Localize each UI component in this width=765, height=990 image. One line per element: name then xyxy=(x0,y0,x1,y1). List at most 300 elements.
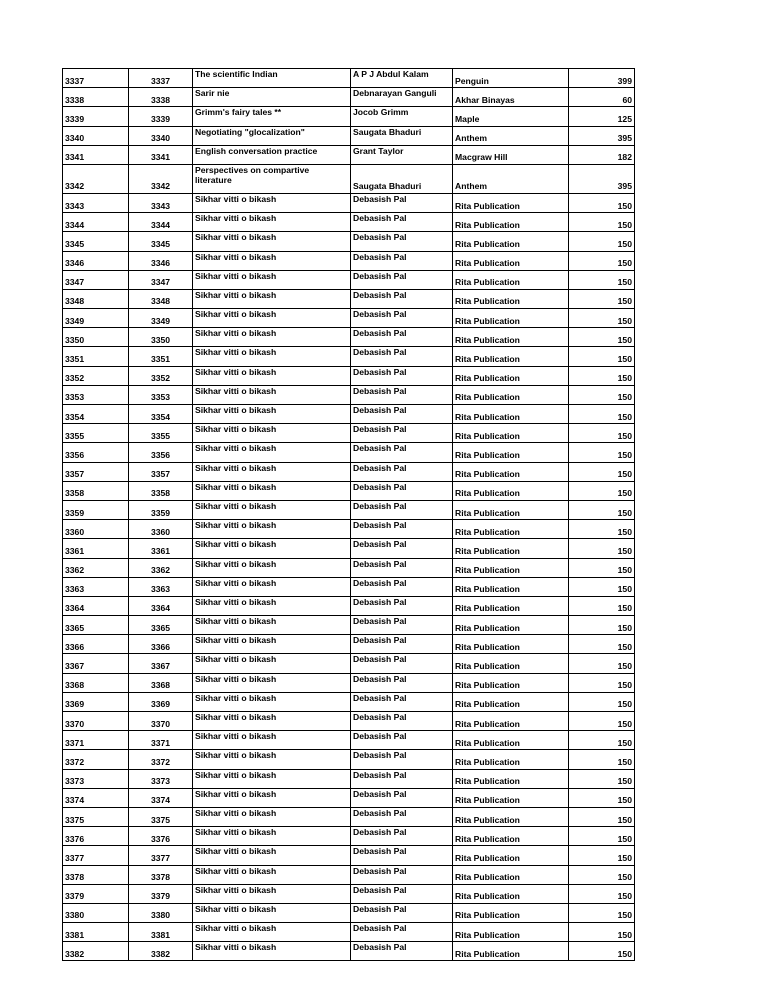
serial-number-cell: 3377 xyxy=(63,846,129,865)
price-cell: 150 xyxy=(569,328,635,347)
publisher-cell: Rita Publication xyxy=(453,424,569,443)
publisher-cell: Rita Publication xyxy=(453,481,569,500)
serial-number-cell: 3367 xyxy=(63,654,129,673)
serial-number-cell: 3359 xyxy=(63,500,129,519)
publisher-cell: Rita Publication xyxy=(453,750,569,769)
serial-number-cell: 3371 xyxy=(63,731,129,750)
book-title-cell: Sikhar vitti o bikash xyxy=(193,405,351,424)
publisher-cell: Maple xyxy=(453,107,569,126)
price-cell: 150 xyxy=(569,596,635,615)
author-cell: Debasish Pal xyxy=(351,673,453,692)
accession-number-cell: 3342 xyxy=(129,164,193,193)
price-cell: 150 xyxy=(569,309,635,328)
accession-number-cell: 3359 xyxy=(129,500,193,519)
serial-number-cell: 3353 xyxy=(63,385,129,404)
price-cell: 182 xyxy=(569,145,635,164)
accession-number-cell: 3374 xyxy=(129,788,193,807)
table-row xyxy=(63,328,635,347)
book-title-cell: Sikhar vitti o bikash xyxy=(193,865,351,884)
price-cell: 150 xyxy=(569,385,635,404)
accession-number-cell: 3341 xyxy=(129,145,193,164)
author-cell: Debasish Pal xyxy=(351,462,453,481)
table-row xyxy=(63,942,635,961)
price-cell: 150 xyxy=(569,251,635,270)
table-row xyxy=(63,692,635,711)
book-title-cell: Perspectives on compartive literature xyxy=(193,164,351,193)
serial-number-cell: 3349 xyxy=(63,309,129,328)
accession-number-cell: 3377 xyxy=(129,846,193,865)
book-title-cell: Sikhar vitti o bikash xyxy=(193,520,351,539)
serial-number-cell: 3379 xyxy=(63,884,129,903)
author-cell: Debasish Pal xyxy=(351,213,453,232)
price-cell: 150 xyxy=(569,424,635,443)
book-title-cell: Sikhar vitti o bikash xyxy=(193,807,351,826)
publisher-cell: Rita Publication xyxy=(453,923,569,942)
accession-number-cell: 3381 xyxy=(129,923,193,942)
publisher-cell: Rita Publication xyxy=(453,942,569,961)
book-title-cell: Grimm's fairy tales ** xyxy=(193,107,351,126)
book-title-cell: Sikhar vitti o bikash xyxy=(193,750,351,769)
table-row xyxy=(63,635,635,654)
accession-number-cell: 3382 xyxy=(129,942,193,961)
publisher-cell: Rita Publication xyxy=(453,520,569,539)
serial-number-cell: 3366 xyxy=(63,635,129,654)
accession-number-cell: 3366 xyxy=(129,635,193,654)
publisher-cell: Rita Publication xyxy=(453,654,569,673)
serial-number-cell: 3342 xyxy=(63,164,129,193)
book-title-cell: Sikhar vitti o bikash xyxy=(193,500,351,519)
book-title-cell: Sikhar vitti o bikash xyxy=(193,481,351,500)
author-cell: Debasish Pal xyxy=(351,769,453,788)
book-title-cell: Sikhar vitti o bikash xyxy=(193,731,351,750)
table-row xyxy=(63,88,635,107)
serial-number-cell: 3346 xyxy=(63,251,129,270)
book-title-cell: Sarir nie xyxy=(193,88,351,107)
author-cell: Debasish Pal xyxy=(351,923,453,942)
serial-number-cell: 3338 xyxy=(63,88,129,107)
accession-number-cell: 3337 xyxy=(129,69,193,88)
publisher-cell: Rita Publication xyxy=(453,500,569,519)
author-cell: Jocob Grimm xyxy=(351,107,453,126)
table-row xyxy=(63,807,635,826)
table-row xyxy=(63,385,635,404)
author-cell: Debasish Pal xyxy=(351,385,453,404)
price-cell: 395 xyxy=(569,126,635,145)
author-cell: Debasish Pal xyxy=(351,807,453,826)
serial-number-cell: 3348 xyxy=(63,289,129,308)
book-title-cell: Sikhar vitti o bikash xyxy=(193,213,351,232)
table-row xyxy=(63,827,635,846)
publisher-cell: Rita Publication xyxy=(453,309,569,328)
accession-number-cell: 3351 xyxy=(129,347,193,366)
serial-number-cell: 3382 xyxy=(63,942,129,961)
publisher-cell: Rita Publication xyxy=(453,193,569,212)
author-cell: Debasish Pal xyxy=(351,712,453,731)
accession-number-cell: 3379 xyxy=(129,884,193,903)
publisher-cell: Rita Publication xyxy=(453,635,569,654)
price-cell: 150 xyxy=(569,942,635,961)
author-cell: Debasish Pal xyxy=(351,750,453,769)
serial-number-cell: 3376 xyxy=(63,827,129,846)
book-title-cell: Sikhar vitti o bikash xyxy=(193,424,351,443)
price-cell: 399 xyxy=(569,69,635,88)
publisher-cell: Rita Publication xyxy=(453,347,569,366)
price-cell: 150 xyxy=(569,577,635,596)
author-cell: Debasish Pal xyxy=(351,577,453,596)
book-title-cell: Sikhar vitti o bikash xyxy=(193,347,351,366)
accession-number-cell: 3368 xyxy=(129,673,193,692)
author-cell: Debasish Pal xyxy=(351,481,453,500)
publisher-cell: Rita Publication xyxy=(453,213,569,232)
accession-number-cell: 3340 xyxy=(129,126,193,145)
publisher-cell: Rita Publication xyxy=(453,827,569,846)
author-cell: Debasish Pal xyxy=(351,500,453,519)
table-row xyxy=(63,520,635,539)
author-cell: Debasish Pal xyxy=(351,405,453,424)
accession-number-cell: 3371 xyxy=(129,731,193,750)
accession-number-cell: 3353 xyxy=(129,385,193,404)
price-cell: 150 xyxy=(569,712,635,731)
book-title-cell: Sikhar vitti o bikash xyxy=(193,846,351,865)
publisher-cell: Anthem xyxy=(453,126,569,145)
publisher-cell: Rita Publication xyxy=(453,232,569,251)
publisher-cell: Rita Publication xyxy=(453,289,569,308)
accession-number-cell: 3338 xyxy=(129,88,193,107)
table-row xyxy=(63,443,635,462)
publisher-cell: Rita Publication xyxy=(453,385,569,404)
author-cell: Grant Taylor xyxy=(351,145,453,164)
accession-number-cell: 3380 xyxy=(129,903,193,922)
table-row xyxy=(63,289,635,308)
price-cell: 150 xyxy=(569,462,635,481)
serial-number-cell: 3381 xyxy=(63,923,129,942)
publisher-cell: Rita Publication xyxy=(453,462,569,481)
serial-number-cell: 3355 xyxy=(63,424,129,443)
serial-number-cell: 3344 xyxy=(63,213,129,232)
accession-number-cell: 3362 xyxy=(129,558,193,577)
publisher-cell: Rita Publication xyxy=(453,596,569,615)
book-title-cell: Sikhar vitti o bikash xyxy=(193,596,351,615)
price-cell: 150 xyxy=(569,654,635,673)
book-title-cell: Sikhar vitti o bikash xyxy=(193,558,351,577)
author-cell: Debnarayan Ganguli xyxy=(351,88,453,107)
serial-number-cell: 3372 xyxy=(63,750,129,769)
author-cell: A P J Abdul Kalam xyxy=(351,69,453,88)
book-title-cell: Sikhar vitti o bikash xyxy=(193,788,351,807)
publisher-cell: Rita Publication xyxy=(453,846,569,865)
author-cell: Debasish Pal xyxy=(351,635,453,654)
price-cell: 150 xyxy=(569,520,635,539)
author-cell: Debasish Pal xyxy=(351,884,453,903)
table-row xyxy=(63,884,635,903)
publisher-cell: Rita Publication xyxy=(453,366,569,385)
table-row xyxy=(63,405,635,424)
author-cell: Debasish Pal xyxy=(351,558,453,577)
price-cell: 150 xyxy=(569,807,635,826)
price-cell: 150 xyxy=(569,769,635,788)
accession-number-cell: 3376 xyxy=(129,827,193,846)
author-cell: Debasish Pal xyxy=(351,903,453,922)
book-title-cell: Sikhar vitti o bikash xyxy=(193,827,351,846)
serial-number-cell: 3340 xyxy=(63,126,129,145)
table-row xyxy=(63,788,635,807)
table-row xyxy=(63,481,635,500)
accession-number-cell: 3348 xyxy=(129,289,193,308)
publisher-cell: Rita Publication xyxy=(453,577,569,596)
accession-number-cell: 3339 xyxy=(129,107,193,126)
price-cell: 150 xyxy=(569,731,635,750)
price-cell: 150 xyxy=(569,692,635,711)
accession-number-cell: 3349 xyxy=(129,309,193,328)
author-cell: Saugata Bhaduri xyxy=(351,126,453,145)
serial-number-cell: 3337 xyxy=(63,69,129,88)
price-cell: 150 xyxy=(569,366,635,385)
book-title-cell: Sikhar vitti o bikash xyxy=(193,673,351,692)
accession-number-cell: 3346 xyxy=(129,251,193,270)
book-title-cell: Sikhar vitti o bikash xyxy=(193,251,351,270)
table-row xyxy=(63,769,635,788)
publisher-cell: Rita Publication xyxy=(453,328,569,347)
book-title-cell: Sikhar vitti o bikash xyxy=(193,539,351,558)
author-cell: Debasish Pal xyxy=(351,328,453,347)
accession-number-cell: 3352 xyxy=(129,366,193,385)
price-cell: 150 xyxy=(569,827,635,846)
price-cell: 150 xyxy=(569,616,635,635)
book-title-cell: Sikhar vitti o bikash xyxy=(193,616,351,635)
book-title-cell: Sikhar vitti o bikash xyxy=(193,923,351,942)
book-title-cell: Sikhar vitti o bikash xyxy=(193,884,351,903)
table-row xyxy=(63,673,635,692)
table-body xyxy=(63,69,635,961)
book-title-cell: Negotiating "glocalization" xyxy=(193,126,351,145)
author-cell: Debasish Pal xyxy=(351,366,453,385)
book-title-cell: Sikhar vitti o bikash xyxy=(193,462,351,481)
price-cell: 150 xyxy=(569,884,635,903)
table-row xyxy=(63,903,635,922)
publisher-cell: Rita Publication xyxy=(453,712,569,731)
serial-number-cell: 3345 xyxy=(63,232,129,251)
table-row xyxy=(63,923,635,942)
publisher-cell: Rita Publication xyxy=(453,539,569,558)
author-cell: Debasish Pal xyxy=(351,251,453,270)
table-row xyxy=(63,213,635,232)
serial-number-cell: 3352 xyxy=(63,366,129,385)
serial-number-cell: 3364 xyxy=(63,596,129,615)
price-cell: 150 xyxy=(569,405,635,424)
serial-number-cell: 3351 xyxy=(63,347,129,366)
price-cell: 150 xyxy=(569,865,635,884)
book-title-cell: Sikhar vitti o bikash xyxy=(193,443,351,462)
accession-number-cell: 3357 xyxy=(129,462,193,481)
author-cell: Debasish Pal xyxy=(351,193,453,212)
author-cell: Debasish Pal xyxy=(351,596,453,615)
price-cell: 150 xyxy=(569,443,635,462)
price-cell: 150 xyxy=(569,903,635,922)
table-row xyxy=(63,366,635,385)
accession-number-cell: 3347 xyxy=(129,270,193,289)
accession-number-cell: 3372 xyxy=(129,750,193,769)
table-row xyxy=(63,126,635,145)
publisher-cell: Rita Publication xyxy=(453,692,569,711)
book-title-cell: Sikhar vitti o bikash xyxy=(193,712,351,731)
author-cell: Debasish Pal xyxy=(351,692,453,711)
serial-number-cell: 3362 xyxy=(63,558,129,577)
price-cell: 150 xyxy=(569,270,635,289)
publisher-cell: Macgraw Hill xyxy=(453,145,569,164)
publisher-cell: Rita Publication xyxy=(453,405,569,424)
author-cell: Debasish Pal xyxy=(351,827,453,846)
book-title-cell: Sikhar vitti o bikash xyxy=(193,577,351,596)
serial-number-cell: 3368 xyxy=(63,673,129,692)
book-title-cell: Sikhar vitti o bikash xyxy=(193,328,351,347)
publisher-cell: Rita Publication xyxy=(453,865,569,884)
accession-number-cell: 3350 xyxy=(129,328,193,347)
book-title-cell: Sikhar vitti o bikash xyxy=(193,942,351,961)
author-cell: Debasish Pal xyxy=(351,539,453,558)
price-cell: 150 xyxy=(569,788,635,807)
author-cell: Debasish Pal xyxy=(351,942,453,961)
author-cell: Debasish Pal xyxy=(351,520,453,539)
accession-number-cell: 3358 xyxy=(129,481,193,500)
table-row xyxy=(63,69,635,88)
table-row xyxy=(63,731,635,750)
price-cell: 150 xyxy=(569,846,635,865)
publisher-cell: Rita Publication xyxy=(453,788,569,807)
book-title-cell: Sikhar vitti o bikash xyxy=(193,366,351,385)
serial-number-cell: 3369 xyxy=(63,692,129,711)
book-title-cell: Sikhar vitti o bikash xyxy=(193,692,351,711)
accession-number-cell: 3360 xyxy=(129,520,193,539)
accession-number-cell: 3373 xyxy=(129,769,193,788)
price-cell: 150 xyxy=(569,481,635,500)
serial-number-cell: 3343 xyxy=(63,193,129,212)
accession-number-cell: 3343 xyxy=(129,193,193,212)
table-row xyxy=(63,539,635,558)
price-cell: 150 xyxy=(569,673,635,692)
serial-number-cell: 3347 xyxy=(63,270,129,289)
table-row xyxy=(63,424,635,443)
author-cell: Debasish Pal xyxy=(351,443,453,462)
serial-number-cell: 3358 xyxy=(63,481,129,500)
book-title-cell: Sikhar vitti o bikash xyxy=(193,232,351,251)
accession-number-cell: 3375 xyxy=(129,807,193,826)
book-title-cell: Sikhar vitti o bikash xyxy=(193,769,351,788)
price-cell: 150 xyxy=(569,558,635,577)
serial-number-cell: 3378 xyxy=(63,865,129,884)
publisher-cell: Rita Publication xyxy=(453,443,569,462)
accession-number-cell: 3370 xyxy=(129,712,193,731)
author-cell: Debasish Pal xyxy=(351,347,453,366)
publisher-cell: Rita Publication xyxy=(453,731,569,750)
accession-number-cell: 3364 xyxy=(129,596,193,615)
publisher-cell: Rita Publication xyxy=(453,270,569,289)
author-cell: Debasish Pal xyxy=(351,846,453,865)
serial-number-cell: 3350 xyxy=(63,328,129,347)
table-row xyxy=(63,164,635,193)
serial-number-cell: 3354 xyxy=(63,405,129,424)
table-row xyxy=(63,846,635,865)
accession-number-cell: 3361 xyxy=(129,539,193,558)
book-title-cell: English conversation practice xyxy=(193,145,351,164)
price-cell: 150 xyxy=(569,347,635,366)
table-row xyxy=(63,577,635,596)
serial-number-cell: 3370 xyxy=(63,712,129,731)
book-title-cell: Sikhar vitti o bikash xyxy=(193,270,351,289)
publisher-cell: Penguin xyxy=(453,69,569,88)
serial-number-cell: 3380 xyxy=(63,903,129,922)
publisher-cell: Rita Publication xyxy=(453,769,569,788)
accession-number-cell: 3355 xyxy=(129,424,193,443)
price-cell: 150 xyxy=(569,213,635,232)
serial-number-cell: 3365 xyxy=(63,616,129,635)
table-row xyxy=(63,347,635,366)
serial-number-cell: 3373 xyxy=(63,769,129,788)
table-row xyxy=(63,558,635,577)
serial-number-cell: 3360 xyxy=(63,520,129,539)
book-title-cell: Sikhar vitti o bikash xyxy=(193,193,351,212)
price-cell: 150 xyxy=(569,500,635,519)
publisher-cell: Rita Publication xyxy=(453,673,569,692)
accession-number-cell: 3363 xyxy=(129,577,193,596)
serial-number-cell: 3375 xyxy=(63,807,129,826)
book-title-cell: Sikhar vitti o bikash xyxy=(193,654,351,673)
publisher-cell: Akhar Binayas xyxy=(453,88,569,107)
accession-number-cell: 3356 xyxy=(129,443,193,462)
author-cell: Saugata Bhaduri xyxy=(351,164,453,193)
accession-number-cell: 3369 xyxy=(129,692,193,711)
accession-number-cell: 3344 xyxy=(129,213,193,232)
serial-number-cell: 3374 xyxy=(63,788,129,807)
book-title-cell: Sikhar vitti o bikash xyxy=(193,635,351,654)
author-cell: Debasish Pal xyxy=(351,289,453,308)
price-cell: 150 xyxy=(569,232,635,251)
table-row xyxy=(63,462,635,481)
price-cell: 150 xyxy=(569,539,635,558)
table-row xyxy=(63,616,635,635)
author-cell: Debasish Pal xyxy=(351,232,453,251)
table-row xyxy=(63,309,635,328)
publisher-cell: Rita Publication xyxy=(453,251,569,270)
book-title-cell: The scientific Indian xyxy=(193,69,351,88)
table-row xyxy=(63,107,635,126)
author-cell: Debasish Pal xyxy=(351,270,453,289)
book-title-cell: Sikhar vitti o bikash xyxy=(193,289,351,308)
price-cell: 395 xyxy=(569,164,635,193)
price-cell: 150 xyxy=(569,923,635,942)
accession-number-cell: 3378 xyxy=(129,865,193,884)
table-row xyxy=(63,750,635,769)
publisher-cell: Anthem xyxy=(453,164,569,193)
table-row xyxy=(63,712,635,731)
publisher-cell: Rita Publication xyxy=(453,616,569,635)
table-row xyxy=(63,500,635,519)
table-row xyxy=(63,232,635,251)
table-row xyxy=(63,596,635,615)
publisher-cell: Rita Publication xyxy=(453,903,569,922)
serial-number-cell: 3363 xyxy=(63,577,129,596)
price-cell: 60 xyxy=(569,88,635,107)
book-title-cell: Sikhar vitti o bikash xyxy=(193,385,351,404)
publisher-cell: Rita Publication xyxy=(453,558,569,577)
author-cell: Debasish Pal xyxy=(351,616,453,635)
serial-number-cell: 3357 xyxy=(63,462,129,481)
price-cell: 150 xyxy=(569,750,635,769)
serial-number-cell: 3341 xyxy=(63,145,129,164)
table-row xyxy=(63,654,635,673)
serial-number-cell: 3356 xyxy=(63,443,129,462)
table-row xyxy=(63,193,635,212)
table-row xyxy=(63,145,635,164)
